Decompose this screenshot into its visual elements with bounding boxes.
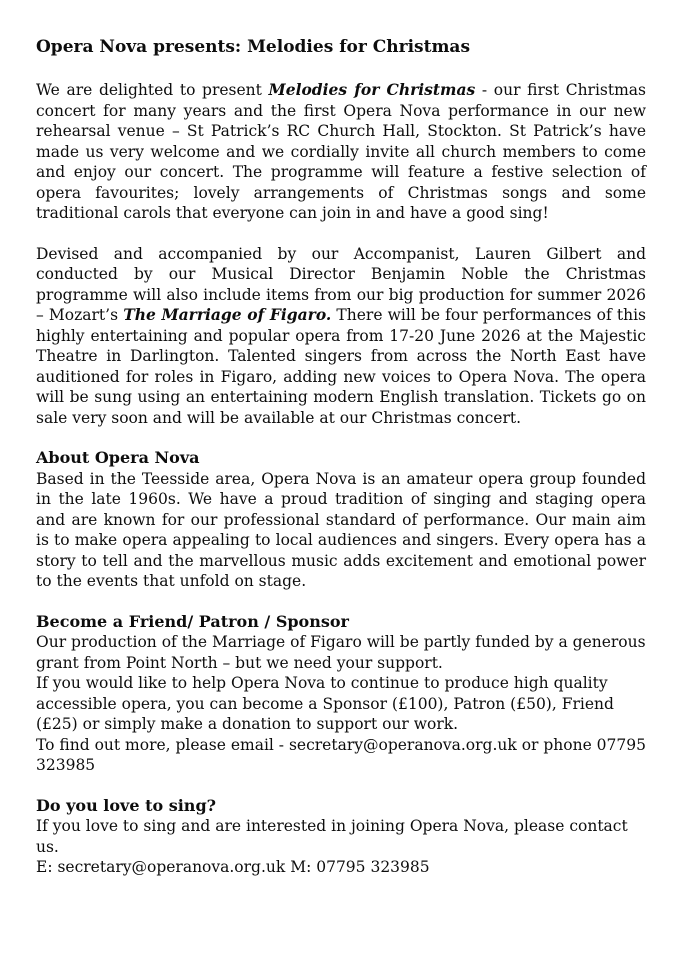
intro-paragraph bbox=[36, 80, 646, 224]
join-paragraph bbox=[36, 816, 646, 878]
production-paragraph bbox=[36, 244, 646, 429]
support-line-tiers: If you would like to help Opera Nova to continue to produce high quality accessible opera, you can become a Sponsor (£100), Patron (£50), Friend (£25) or simply make a donation to support our work. bbox=[36, 674, 614, 733]
intro-text-post: - our first Christmas concert for many years and the first Opera Nova performance in our new rehearsal venue – St Patrick’s RC Church Hall, Stockton. St Patrick’s have made us very welcome and we cordially invite all church members to come and enjoy our concert. The programme will feature a festive selection of opera favourites; lovely arrangements of Christmas songs and some traditional carols that everyone can join in and have a good sing! bbox=[36, 81, 646, 222]
production-text-pre: Devised and accompanied by our Accompanist, Lauren Gilbert and conducted by our Musical Director Benjamin Noble the Christmas programme will also include items from our big production for summer 2026 – Mozart’s bbox=[36, 244, 646, 324]
support-paragraph bbox=[36, 632, 646, 776]
support-line-funding: Our production of the Marriage of Figaro will be partly funded by a generous grant from Point North – but we need your support. bbox=[36, 633, 646, 672]
concert-title-emphasis: Melodies for Christmas bbox=[268, 80, 476, 99]
join-heading: Do you love to sing? bbox=[36, 795, 216, 815]
join-line-invite: If you love to sing and are interested in joining Opera Nova, please contact us. bbox=[36, 817, 628, 856]
page-title: Opera Nova presents: Melodies for Christmas bbox=[36, 37, 471, 57]
intro-text-pre: We are delighted to present bbox=[36, 81, 269, 99]
production-text-post: There will be four performances of this highly entertaining and popular opera from 17-20 June 2026 at the Majestic Theatre in Darlington. Talented singers from across the North East have auditioned for roles in Figaro, adding new voices to Opera Nova. The opera will be sung using an entertaining modern English translation. Tickets go on sale very soon and will be available at our Christmas concert. bbox=[36, 306, 646, 427]
support-line-contact: To find out more, please email - secretary@operanova.org.uk or phone 07795 323985 bbox=[36, 735, 646, 774]
support-heading: Become a Friend/ Patron / Sponsor bbox=[36, 611, 349, 631]
opera-title-emphasis: The Marriage of Figaro. bbox=[123, 305, 332, 324]
about-paragraph: Based in the Teesside area, Opera Nova is an amateur opera group founded in the late 1960s. We have a proud tradition of singing and staging opera and are known for our professional standard of performance. Our main aim is to make opera appealing to local audiences and singers. Every opera has a story to tell and the marvellous music adds excitement and emotional power to the events that unfold on stage. bbox=[36, 469, 646, 590]
join-line-contact: E: secretary@operanova.org.uk M: 07795 323985 bbox=[36, 858, 430, 876]
about-heading: About Opera Nova bbox=[36, 448, 200, 467]
